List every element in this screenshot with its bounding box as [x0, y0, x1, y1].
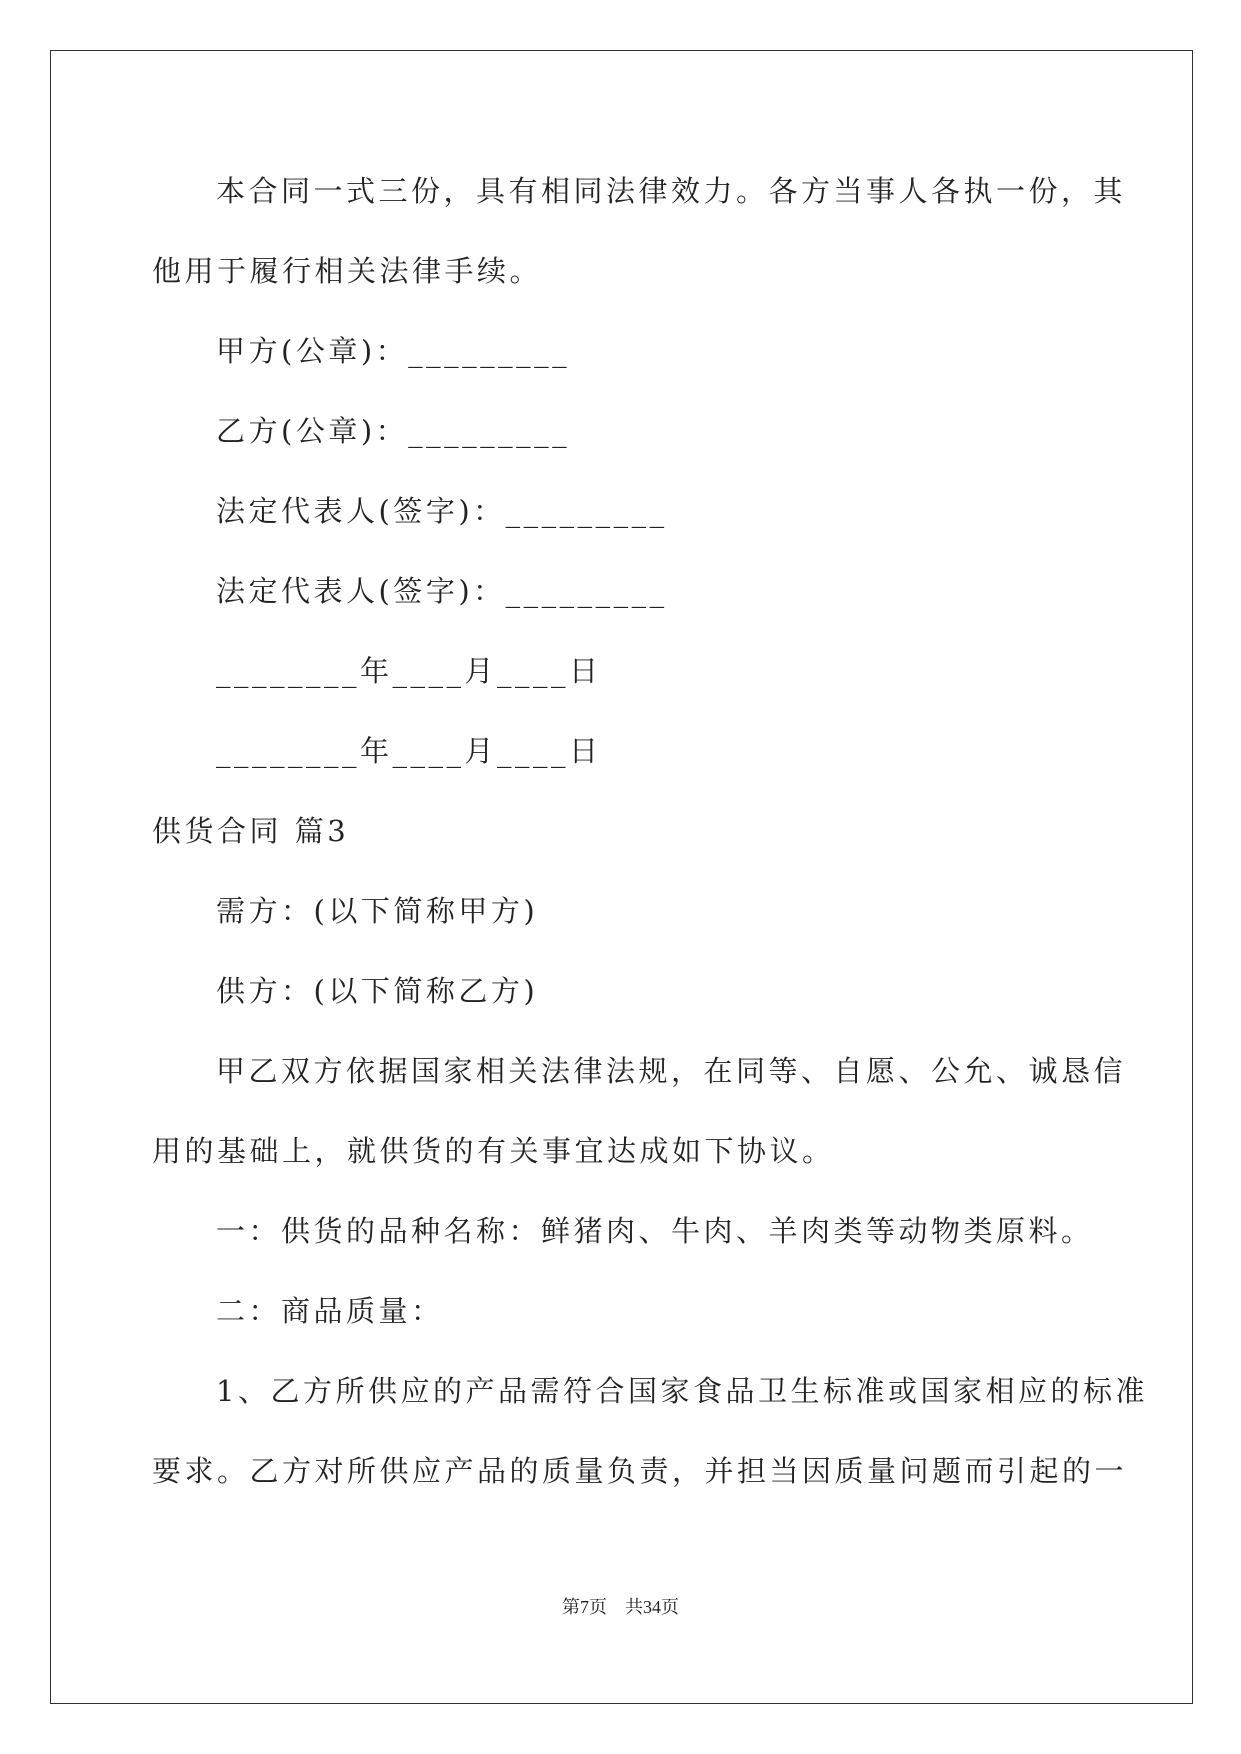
paragraph-line: 用的基础上，就供货的有关事宜达成如下协议。: [152, 1134, 835, 1168]
clause-line: 一：供货的品种名称：鲜猪肉、牛肉、羊肉类等动物类原料。: [216, 1214, 1094, 1248]
paragraph-line: 甲乙双方依据国家相关法律法规，在同等、自愿、公允、诚恳信: [216, 1054, 1127, 1088]
party-a-seal-line: 甲方(公章)：_________: [216, 334, 571, 368]
date-line: ________年____月____日: [216, 654, 602, 688]
paragraph-line: 要求。乙方对所供应产品的质量负责，并担当因质量问题而引起的一: [152, 1454, 1128, 1488]
supplier-line: 供方：(以下简称乙方): [216, 974, 539, 1008]
date-line: ________年____月____日: [216, 734, 602, 768]
page-number-footer: 第7页 共34页: [562, 1597, 679, 1617]
legal-rep-signature-line: 法定代表人(签字)：_________: [216, 494, 668, 528]
party-b-seal-line: 乙方(公章)：_________: [216, 414, 571, 448]
paragraph-line: 本合同一式三份，具有相同法律效力。各方当事人各执一份，其: [216, 174, 1127, 208]
clause-line: 二：商品质量：: [216, 1294, 444, 1328]
legal-rep-signature-line: 法定代表人(签字)：_________: [216, 574, 668, 608]
paragraph-line: 他用于履行相关法律手续。: [152, 254, 543, 288]
buyer-line: 需方：(以下简称甲方): [216, 894, 539, 928]
paragraph-line: 1、乙方所供应的产品需符合国家食品卫生标准或国家相应的标准: [216, 1374, 1148, 1408]
section-heading: 供货合同 篇3: [152, 814, 350, 848]
